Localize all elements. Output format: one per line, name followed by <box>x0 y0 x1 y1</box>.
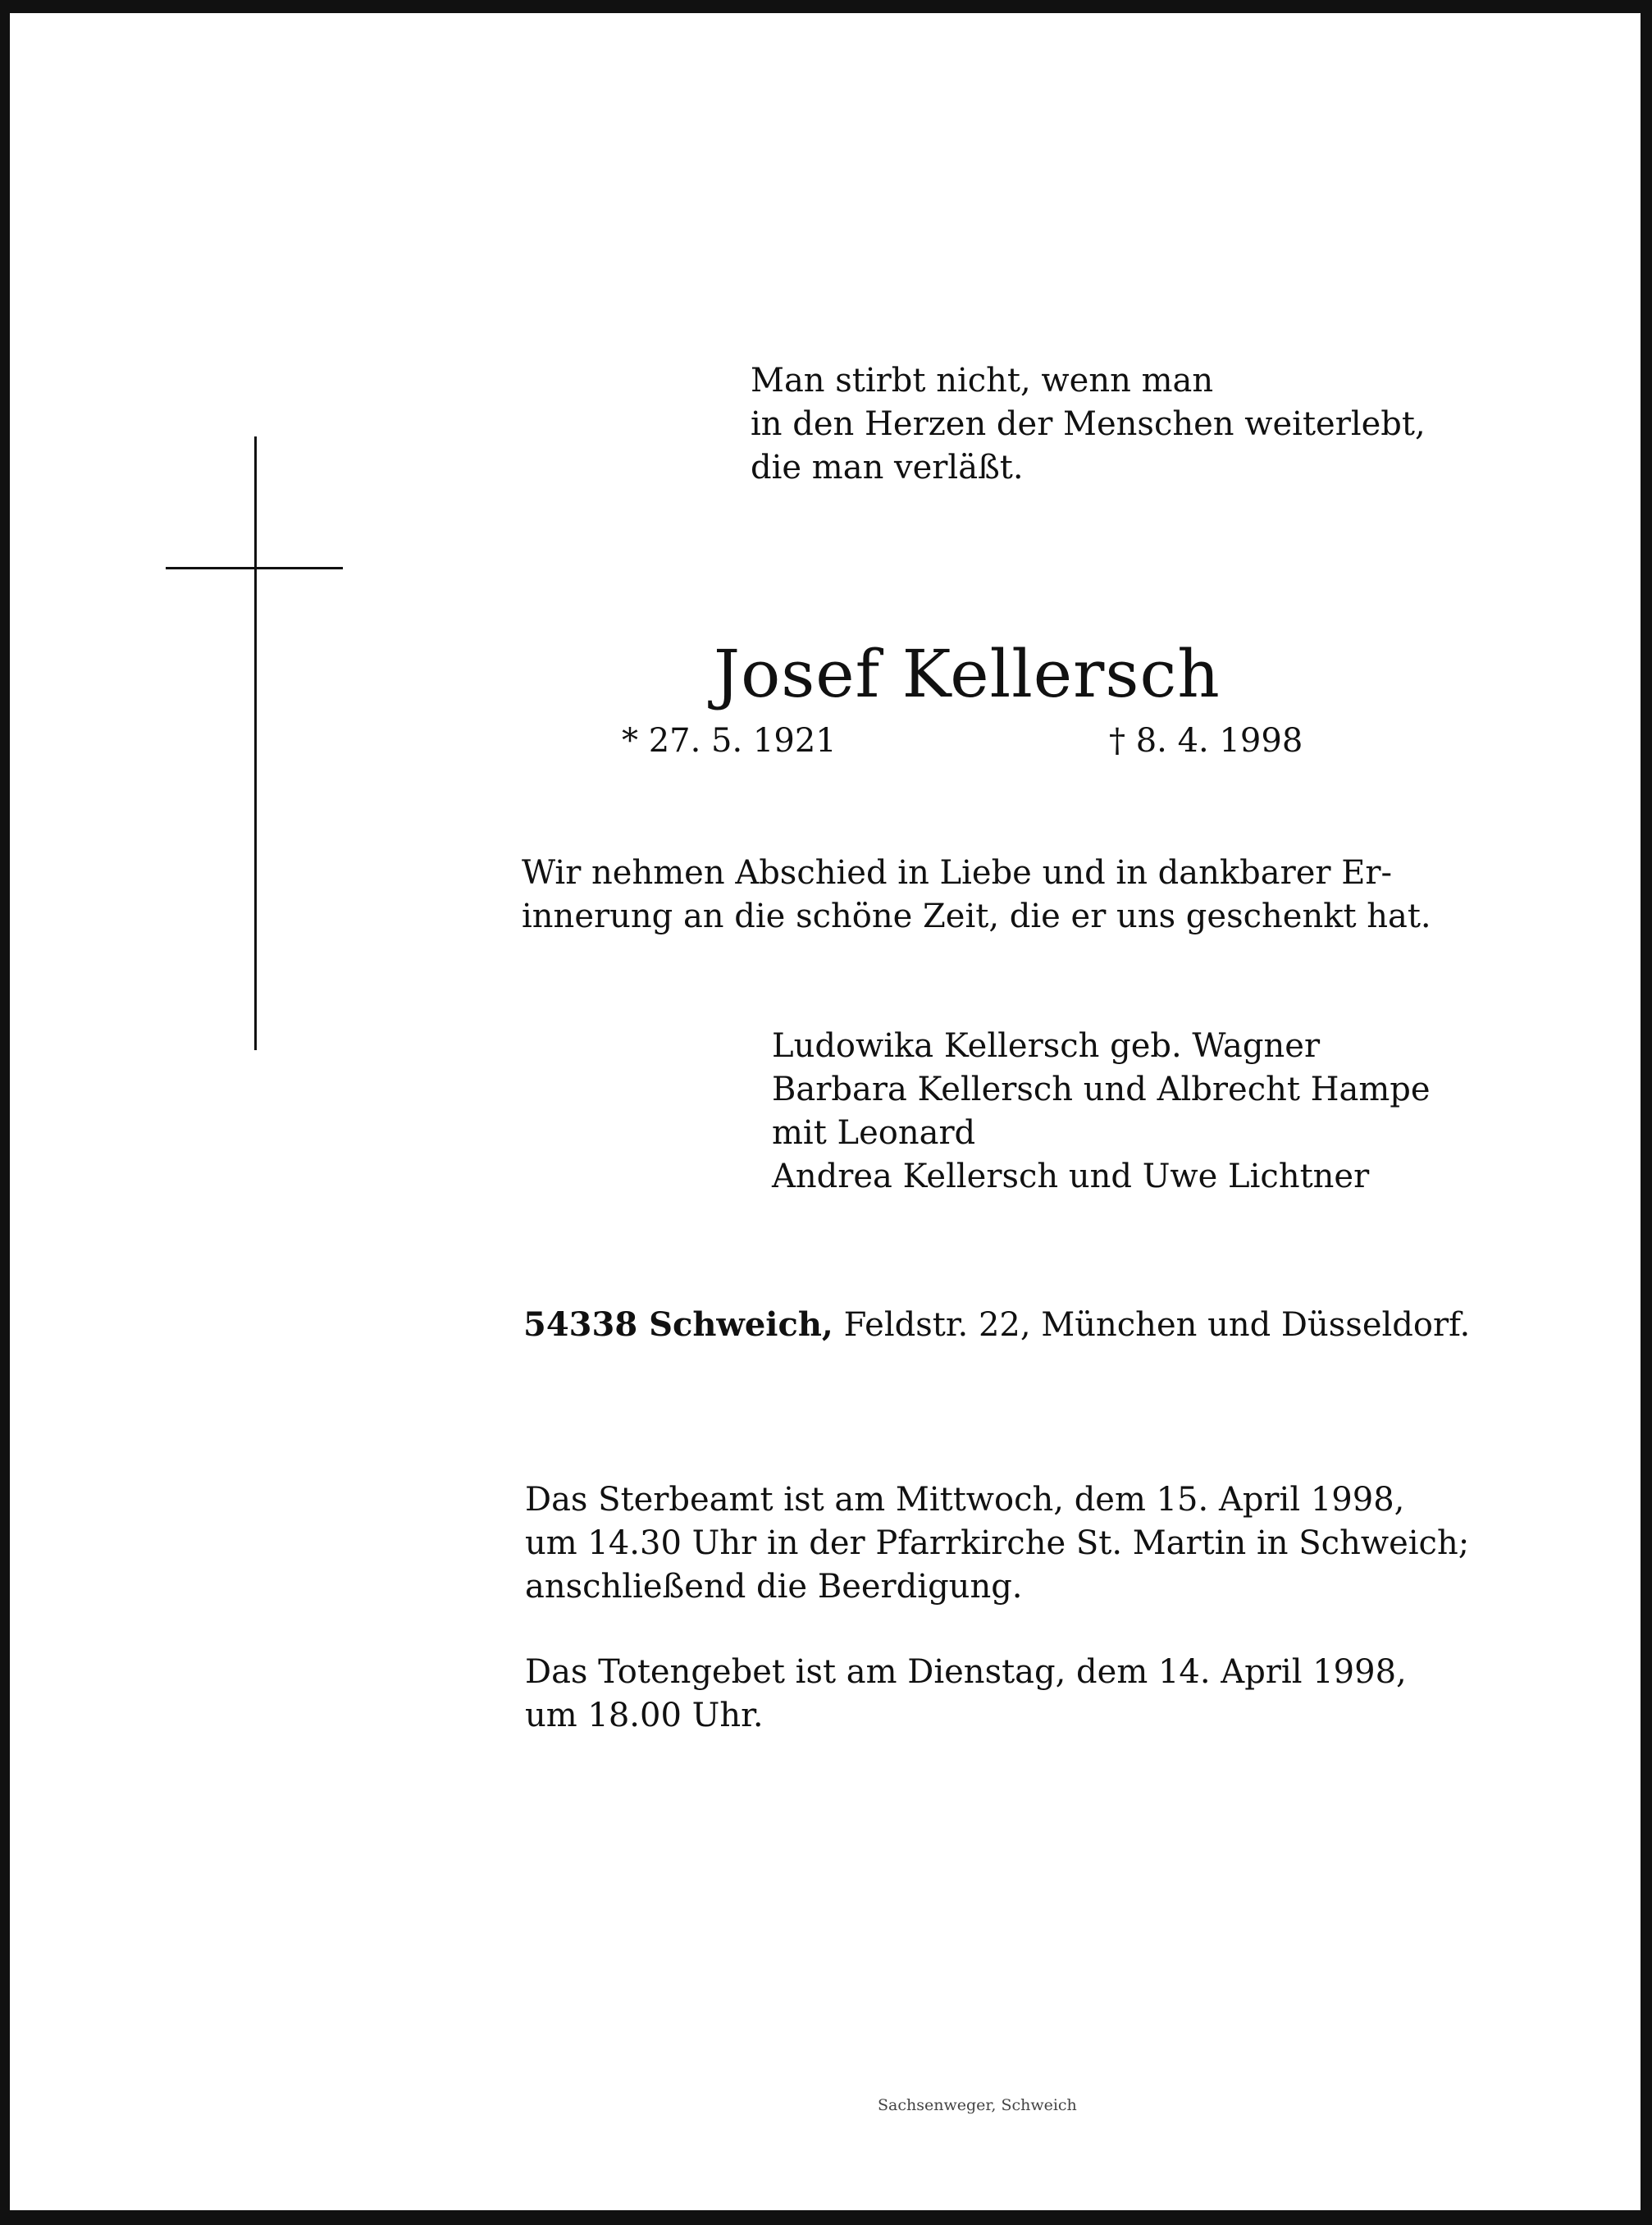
service-line: Das Sterbeamt ist am Mittwoch, dem 15. April 1998, <box>525 1481 1405 1519</box>
mourners-list <box>772 1025 1431 1199</box>
prayer-line: Das Totengebet ist am Dienstag, dem 14. April 1998, <box>525 1653 1407 1691</box>
address-town: 54338 Schweich, <box>523 1305 833 1344</box>
farewell-line: innerung an die schöne Zeit, die er uns geschenkt hat. <box>522 898 1431 935</box>
mourner-entry: Ludowika Kellersch geb. Wagner <box>772 1027 1321 1065</box>
memorial-quote <box>751 359 1426 490</box>
service-line: um 14.30 Uhr in der Pfarrkirche St. Martin in Schweich; <box>525 1524 1470 1562</box>
service-line: anschließend die Beerdigung. <box>525 1568 1023 1606</box>
farewell-line: Wir nehmen Abschied in Liebe und in dankbarer Er- <box>522 854 1393 892</box>
mourner-entry: Andrea Kellersch und Uwe Lichtner <box>772 1158 1370 1195</box>
quote-line: Man stirbt nicht, wenn man <box>751 362 1214 400</box>
funeral-service-notice <box>525 1478 1470 1609</box>
prayer-line: um 18.00 Uhr. <box>525 1697 764 1734</box>
death-date: † 8. 4. 1998 <box>1109 722 1303 760</box>
cross-crossbar <box>166 567 343 569</box>
cross-icon <box>254 436 257 1050</box>
mourner-entry: mit Leonard <box>772 1114 976 1152</box>
printer-imprint: Sachsenweger, Schweich <box>878 2096 1077 2114</box>
birth-date: * 27. 5. 1921 <box>622 722 837 760</box>
mourner-entry: Barbara Kellersch und Albrecht Hampe <box>772 1071 1431 1108</box>
deceased-name: Josef Kellersch <box>714 636 1221 712</box>
farewell-text <box>522 852 1431 939</box>
quote-line: in den Herzen der Menschen weiterlebt, <box>751 405 1426 443</box>
address-details: Feldstr. 22, München und Düsseldorf. <box>833 1306 1471 1344</box>
quote-line: die man verläßt. <box>751 449 1024 487</box>
prayer-notice <box>525 1651 1407 1738</box>
family-address <box>523 1303 1470 1347</box>
